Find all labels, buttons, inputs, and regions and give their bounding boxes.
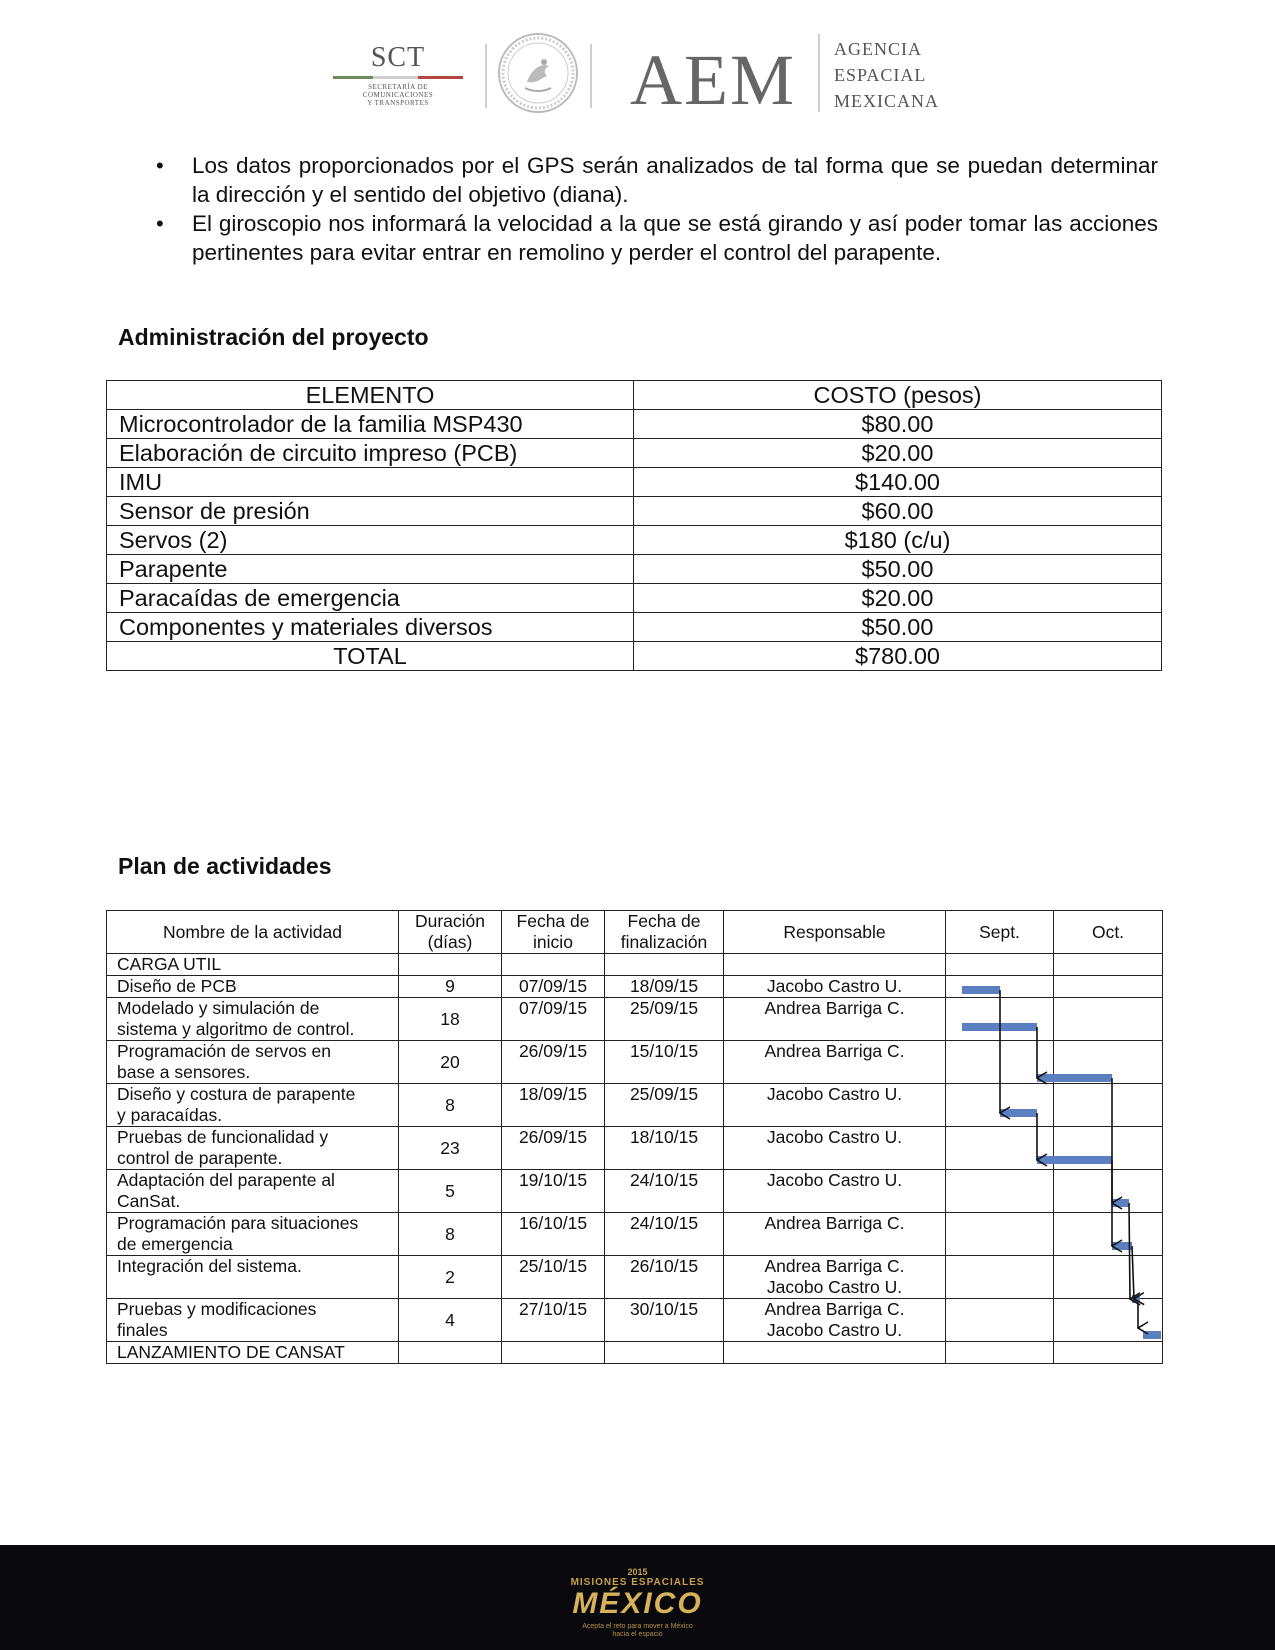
plan-heading: Plan de actividades	[118, 853, 332, 879]
footer-brand: MÉXICO	[572, 1587, 703, 1620]
gantt-bar-adaptacion	[1112, 1199, 1129, 1207]
agencia-line-2: ESPACIAL	[834, 65, 927, 85]
gantt-bars	[962, 986, 1161, 1339]
sct-sub2: COMUNICACIONES	[362, 91, 434, 99]
sct-sub1: SECRETARÍA DE	[368, 83, 428, 91]
activity-days: 9	[399, 976, 502, 998]
admin-heading: Administración del proyecto	[118, 324, 429, 350]
activity-name: Diseño y costura de parapente y paracaídas.	[107, 1084, 399, 1127]
activity-days: 8	[399, 1213, 502, 1256]
activity-end: 24/10/15	[605, 1170, 724, 1213]
activity-end: 25/09/15	[605, 998, 724, 1041]
activity-responsible: Andrea Barriga C.	[724, 1041, 946, 1084]
activity-start: 25/10/15	[502, 1256, 605, 1299]
col-start: Fecha de inicio	[502, 911, 605, 954]
col-responsible: Responsable	[724, 911, 946, 954]
group-label: CARGA UTIL	[107, 954, 399, 976]
agencia-line-3: MEXICANA	[834, 91, 939, 111]
gantt-arrow	[1129, 1203, 1130, 1299]
cost-value: $20.00	[634, 439, 1162, 468]
activity-end: 30/10/15	[605, 1299, 724, 1342]
bullet-dot: •	[156, 211, 164, 236]
activity-responsible: Jacobo Castro U.	[724, 1084, 946, 1127]
cost-value: $180 (c/u)	[634, 526, 1162, 555]
activity-start: 26/09/15	[502, 1127, 605, 1170]
activity-days: 23	[399, 1127, 502, 1170]
cost-total-label: TOTAL	[107, 642, 634, 671]
activity-name: Programación de servos en base a sensores.	[107, 1041, 399, 1084]
cost-value: $60.00	[634, 497, 1162, 526]
col-duration: Duración (días)	[399, 911, 502, 954]
footer-misiones: MISIONES ESPACIALES	[570, 1577, 705, 1588]
cost-item: Elaboración de circuito impreso (PCB)	[107, 439, 634, 468]
page-footer	[0, 1545, 1275, 1650]
col-activity-name: Nombre de la actividad	[107, 911, 399, 954]
activity-name: Modelado y simulación de sistema y algoritmo de control.	[107, 998, 399, 1041]
sct-logo-text: SCT	[370, 42, 426, 73]
cost-value: $50.00	[634, 555, 1162, 584]
gantt-arrow	[1132, 1246, 1134, 1299]
activity-name: Programación para situaciones de emergencia	[107, 1213, 399, 1256]
activity-responsible: Andrea Barriga C.	[724, 1213, 946, 1256]
activity-days: 8	[399, 1084, 502, 1127]
cost-value: $80.00	[634, 410, 1162, 439]
activity-start: 16/10/15	[502, 1213, 605, 1256]
activity-responsible: Andrea Barriga C. Jacobo Castro U.	[724, 1299, 946, 1342]
footer-tagline: Acepta el reto para mover a México hacia el espacio	[582, 1623, 693, 1638]
cost-col-cost: COSTO (pesos)	[634, 381, 1162, 410]
activity-days: 2	[399, 1256, 502, 1299]
col-oct: Oct.	[1054, 911, 1163, 954]
bullet-text: Los datos proporcionados por el GPS serán analizados de tal forma que se puedan determinar la dirección y el sentido del objetivo (diana).	[192, 153, 1158, 207]
cost-item: Sensor de presión	[107, 497, 634, 526]
activity-name: Adaptación del parapente al CanSat.	[107, 1170, 399, 1213]
activity-days: 20	[399, 1041, 502, 1084]
activity-end: 15/10/15	[605, 1041, 724, 1084]
activity-name: Integración del sistema.	[107, 1256, 399, 1299]
activity-responsible: Jacobo Castro U.	[724, 976, 946, 998]
activity-end: 18/09/15	[605, 976, 724, 998]
activity-responsible: Andrea Barriga C.	[724, 998, 946, 1041]
activity-end: 26/10/15	[605, 1256, 724, 1299]
cost-item: Paracaídas de emergencia	[107, 584, 634, 613]
activity-end: 24/10/15	[605, 1213, 724, 1256]
activity-days: 4	[399, 1299, 502, 1342]
agencia-line-1: AGENCIA	[834, 39, 922, 59]
bullet-text: El giroscopio nos informará la velocidad a la que se está girando y así poder tomar las acciones pertinentes para evitar entrar en remolino y perder el control del parapente.	[192, 211, 1158, 265]
gantt-bar-costura	[1000, 1109, 1037, 1117]
launch-label: LANZAMIENTO DE CANSAT	[107, 1342, 399, 1364]
activity-days: 18	[399, 998, 502, 1041]
activity-start: 18/09/15	[502, 1084, 605, 1127]
activity-start: 19/10/15	[502, 1170, 605, 1213]
activity-start: 07/09/15	[502, 998, 605, 1041]
activity-name: Diseño de PCB	[107, 976, 399, 998]
bullet-dot: •	[156, 153, 164, 178]
cost-item: Componentes y materiales diversos	[107, 613, 634, 642]
activity-start: 26/09/15	[502, 1041, 605, 1084]
activity-end: 25/09/15	[605, 1084, 724, 1127]
aem-logo-text: AEM	[630, 40, 796, 120]
cost-total-value: $780.00	[634, 642, 1162, 671]
sct-sub3: Y TRANSPORTES	[367, 99, 429, 107]
gantt-bar-pruebas	[1037, 1156, 1112, 1164]
cost-value: $140.00	[634, 468, 1162, 497]
activity-days: 5	[399, 1170, 502, 1213]
cost-value: $50.00	[634, 613, 1162, 642]
col-end: Fecha de finalización	[605, 911, 724, 954]
activity-start: 07/09/15	[502, 976, 605, 998]
cost-item: IMU	[107, 468, 634, 497]
activity-responsible: Andrea Barriga C. Jacobo Castro U.	[724, 1256, 946, 1299]
cost-item: Servos (2)	[107, 526, 634, 555]
col-sept: Sept.	[946, 911, 1054, 954]
cost-item: Parapente	[107, 555, 634, 584]
cost-col-element: ELEMENTO	[107, 381, 634, 410]
cost-item: Microcontrolador de la familia MSP430	[107, 410, 634, 439]
activity-end: 18/10/15	[605, 1127, 724, 1170]
footer-year: 2015	[627, 1567, 648, 1577]
gantt-bar-pcb	[962, 986, 1000, 994]
activity-name: Pruebas y modificaciones finales	[107, 1299, 399, 1342]
cost-value: $20.00	[634, 584, 1162, 613]
gantt-bar-servos	[1037, 1074, 1112, 1082]
activity-responsible: Jacobo Castro U.	[724, 1170, 946, 1213]
gantt-bar-final	[1143, 1331, 1161, 1339]
activity-start: 27/10/15	[502, 1299, 605, 1342]
activity-name: Pruebas de funcionalidad y control de parapente.	[107, 1127, 399, 1170]
activity-responsible: Jacobo Castro U.	[724, 1127, 946, 1170]
